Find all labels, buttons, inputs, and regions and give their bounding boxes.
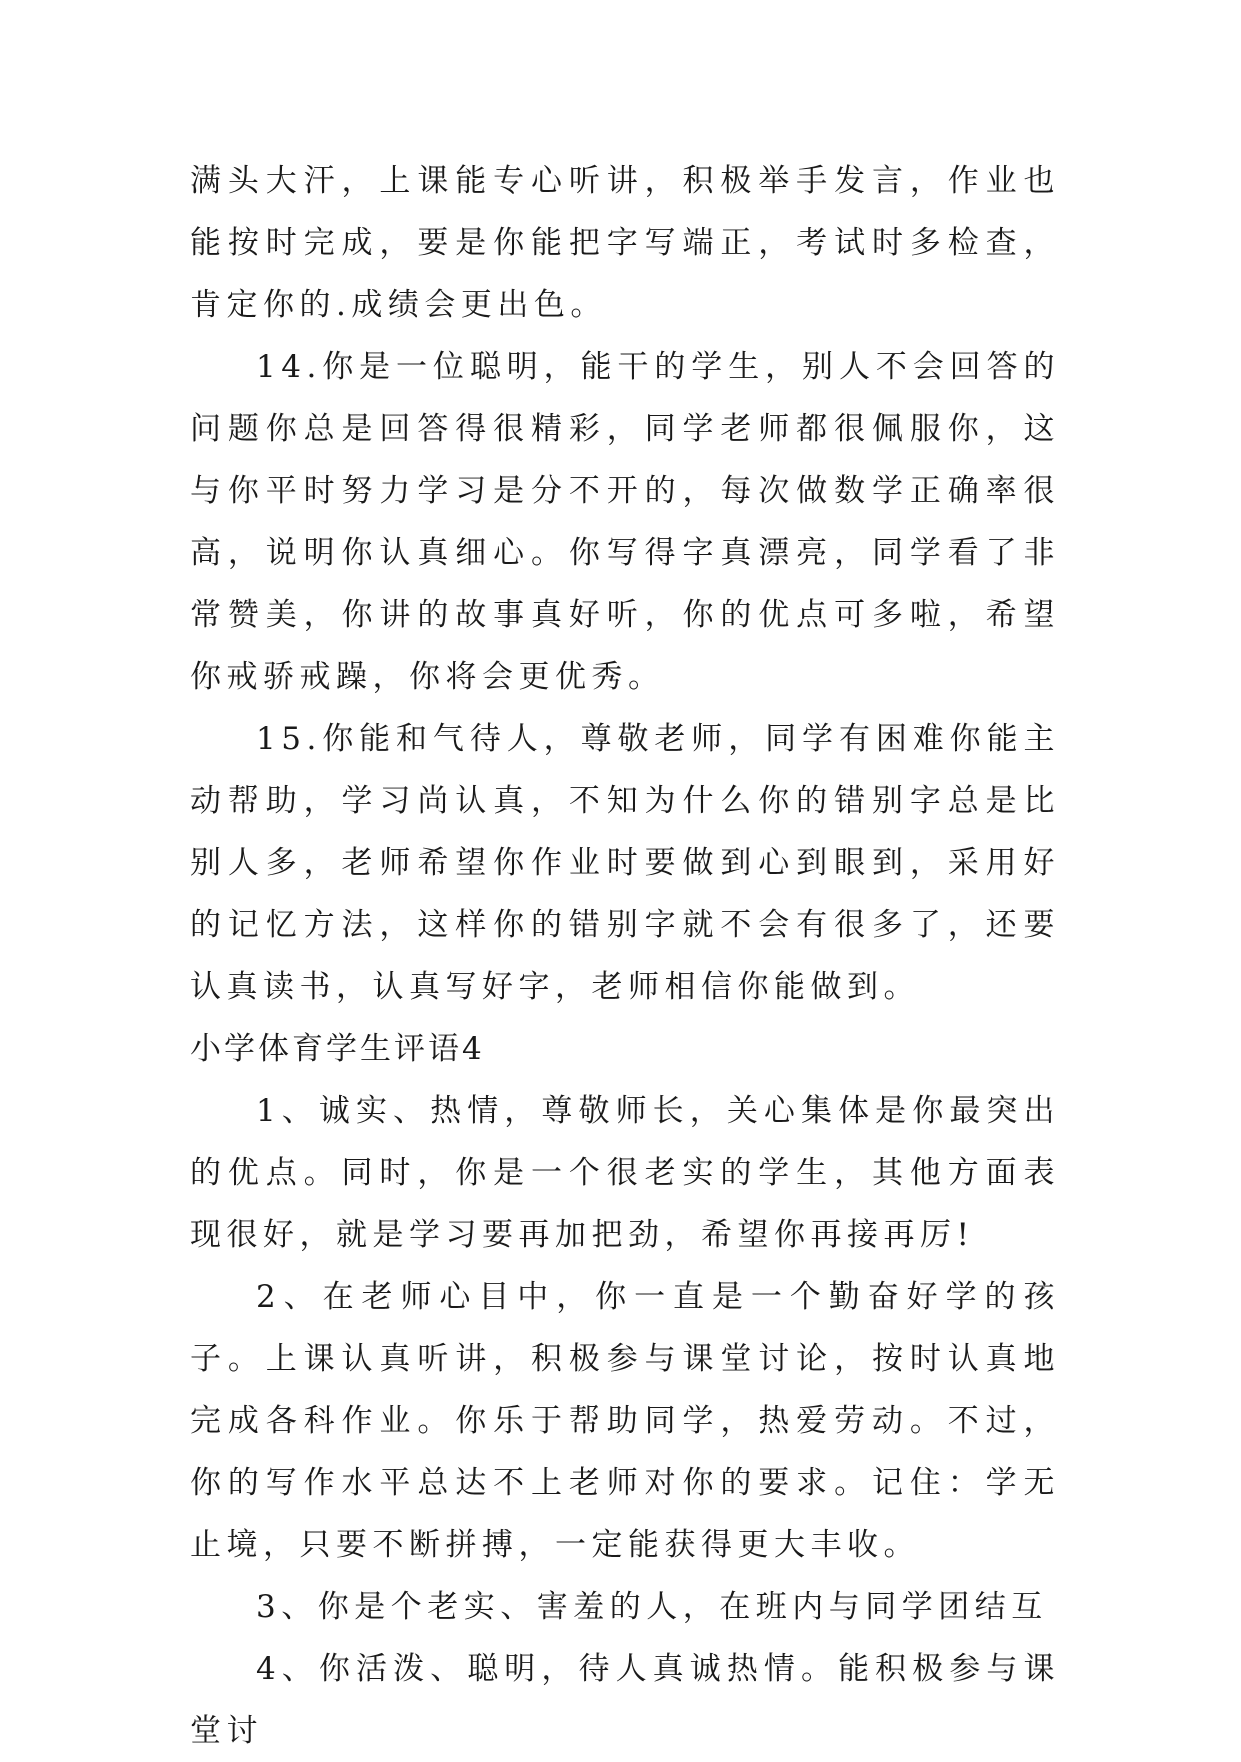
paragraph-item-15: 15.你能和气待人，尊敬老师，同学有困难你能主动帮助，学习尚认真，不知为什么你的错别字总是比别人多，老师希望你作业时要做到心到眼到，采用好的记忆方法，这样你的错别字就不会有很多了，还要认真读书，认真写好字，老师相信你能做到。 — [190, 721, 1060, 1005]
paragraph-item-4: 4、你活泼、聪明，待人真诚热情。能积极参与课堂讨 — [190, 1651, 1060, 1749]
section-heading: 小学体育学生评语4 — [190, 1031, 485, 1067]
paragraph-item-2: 2、在老师心目中，你一直是一个勤奋好学的孩子。上课认真听讲，积极参与课堂讨论，按时认真地完成各科作业。你乐于帮助同学，热爱劳动。不过，你的写作水平总达不上老师对你的要求。记住：学无止境，只要不断拼搏，一定能获得更大丰收。 — [190, 1279, 1060, 1563]
paragraph-item-3: 3、你是个老实、害羞的人，在班内与同学团结互 — [256, 1589, 1048, 1625]
document-body — [190, 150, 1060, 1762]
paragraph-continuation: 满头大汗，上课能专心听讲，积极举手发言，作业也能按时完成，要是你能把字写端正，考试时多检查，肯定你的.成绩会更出色。 — [190, 163, 1060, 323]
paragraph-item-1: 1、诚实、热情，尊敬师长，关心集体是你最突出的优点。同时，你是一个很老实的学生，其他方面表现很好，就是学习要再加把劲，希望你再接再厉! — [190, 1093, 1060, 1253]
paragraph-item-14: 14.你是一位聪明，能干的学生，别人不会回答的问题你总是回答得很精彩，同学老师都很佩服你，这与你平时努力学习是分不开的，每次做数学正确率很高，说明你认真细心。你写得字真漂亮，同学看了非常赞美，你讲的故事真好听，你的优点可多啦，希望你戒骄戒躁，你将会更优秀。 — [190, 349, 1060, 695]
